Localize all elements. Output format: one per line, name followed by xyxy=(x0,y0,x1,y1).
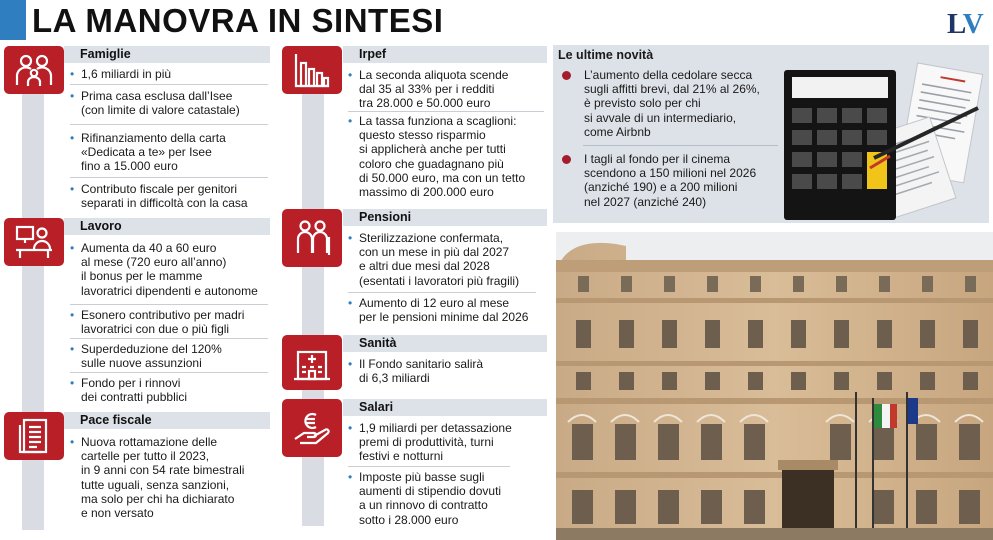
document-icon xyxy=(4,412,64,460)
divider xyxy=(70,177,268,178)
list-item: • Rifinanziamento della carta «Dedicata a te» per Isee fino a 15.000 euro xyxy=(70,131,226,174)
section-title-irpef: Irpef xyxy=(343,46,547,63)
divider xyxy=(70,372,268,373)
page-title: LA MANOVRA IN SINTESI xyxy=(32,2,444,39)
elderly-couple-icon xyxy=(282,209,342,267)
divider xyxy=(70,338,268,339)
list-item: • Nuova rottamazione delle cartelle per tutto il 2023, in 9 anni con 54 rate bimestrali tutte uguali, senza sanzioni, ma solo per chi ha dichiarato e non versato xyxy=(70,435,245,521)
divider xyxy=(70,84,268,85)
accent-bar xyxy=(0,0,26,40)
list-item: • Aumenta da 40 a 60 euro al mese (720 euro all’anno) il bonus per le mamme lavoratrici dipendenti e autonome xyxy=(70,241,258,298)
list-item: • Sterilizzazione confermata, con un mese in più dal 2027 e altri due mesi dal 2028 (esentati i lavoratori più fragili) xyxy=(348,231,520,288)
list-item: • Fondo per i rinnovi dei contratti pubblici xyxy=(70,376,188,405)
section-title-famiglie: Famiglie xyxy=(64,46,270,63)
divider xyxy=(348,466,510,467)
divider xyxy=(583,145,778,146)
list-item: • 1,9 miliardi per detassazione premi di produttività, turni festivi e notturni xyxy=(348,421,512,464)
bar-chart-icon xyxy=(282,46,342,94)
divider xyxy=(348,292,536,293)
news-title: Le ultime novità xyxy=(558,48,654,62)
news-bullet xyxy=(562,155,571,164)
section-title-sanita: Sanità xyxy=(343,335,547,352)
list-item: • La seconda aliquota scende dal 35 al 33% per i redditi tra 28.000 e 50.000 euro xyxy=(348,68,509,111)
list-item: • Aumento di 12 euro al mese per le pensioni minime dal 2026 xyxy=(348,296,529,325)
palazzo-chigi-photo xyxy=(556,232,993,540)
section-title-pace-fiscale: Pace fiscale xyxy=(64,412,270,429)
list-item: • 1,6 miliardi in più xyxy=(70,67,172,81)
news-item: L’aumento della cedolare secca sugli affitti brevi, dal 21% al 26%, è previsto solo per chi si avvale di un intermediario, come Airbnb xyxy=(584,68,760,139)
euro-hand-icon xyxy=(282,399,342,457)
list-item: • Prima casa esclusa dall’Isee (con limite di valore catastale) xyxy=(70,89,240,118)
family-icon xyxy=(4,46,64,94)
calculator-illustration xyxy=(780,48,988,220)
list-item: • La tassa funziona a scaglioni: questo stesso risparmio si applicherà anche per tutti coloro che guadagnano più di 50.000 euro, ma con un tetto massimo di 200.000 euro xyxy=(348,114,526,200)
newspaper-logo: LV xyxy=(947,8,983,40)
list-item: • Esonero contributivo per madri lavoratrici con due o più figli xyxy=(70,308,245,337)
section-title-salari: Salari xyxy=(343,399,547,416)
divider xyxy=(70,304,268,305)
section-title-lavoro: Lavoro xyxy=(64,218,270,235)
list-item: • Il Fondo sanitario salirà di 6,3 miliardi xyxy=(348,357,484,386)
hospital-icon xyxy=(282,335,342,390)
news-bullet xyxy=(562,71,571,80)
divider xyxy=(348,111,544,112)
office-worker-icon xyxy=(4,218,64,266)
news-item: I tagli al fondo per il cinema scendono a 150 milioni nel 2026 (anziché 190) e a 200 milioni nel 2027 (anziché 240) xyxy=(584,152,757,209)
list-item: • Contributo fiscale per genitori separati in difficoltà con la casa xyxy=(70,182,248,211)
list-item: • Imposte più basse sugli aumenti di stipendio dovuti a un rinnovo di contratto sotto i 28.000 euro xyxy=(348,470,502,527)
section-title-pensioni: Pensioni xyxy=(343,209,547,226)
divider xyxy=(70,124,268,125)
list-item: • Superdeduzione del 120% sulle nuove assunzioni xyxy=(70,342,222,371)
